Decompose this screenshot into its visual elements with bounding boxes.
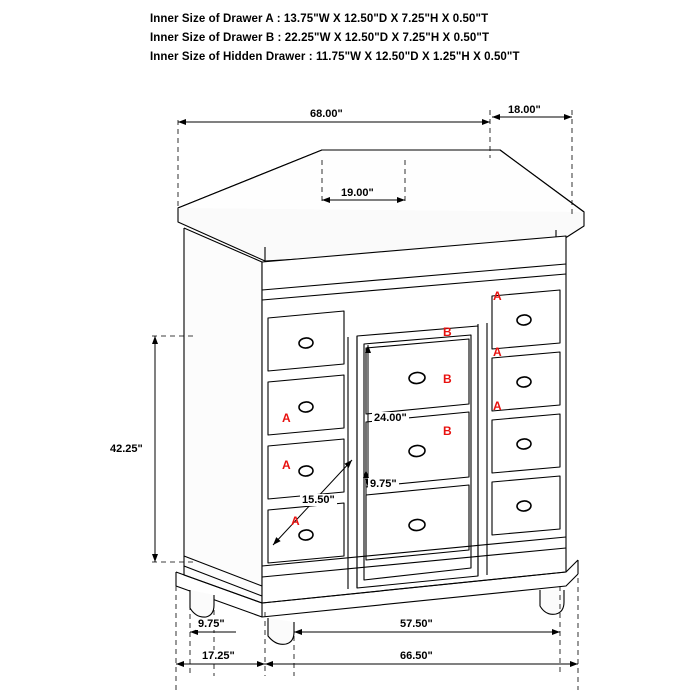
spec-line-drawer-a: Inner Size of Drawer A : 13.75"W X 12.50"D X 7.25"H X 0.50"T xyxy=(150,13,489,25)
dim-center-height: 24.00" xyxy=(374,412,407,424)
dim-left-height: 42.25" xyxy=(110,443,143,455)
spec-line-hidden-drawer: Inner Size of Hidden Drawer : 11.75"W X 12.50"D X 1.25"H X 0.50"T xyxy=(150,51,520,63)
drawer-label-right-3: A xyxy=(493,399,502,413)
drawer-label-left-2: A xyxy=(282,458,291,472)
drawer-label-left-3: A xyxy=(291,514,300,528)
dim-bottom-left: 9.75" xyxy=(198,618,225,630)
drawer-label-left-1: A xyxy=(282,411,291,425)
spec-line-drawer-b: Inner Size of Drawer B : 22.25"W X 12.50"D X 7.25"H X 0.50"T xyxy=(150,32,490,44)
dim-top-depth: 19.00" xyxy=(341,187,374,199)
drawer-label-center-1: B xyxy=(443,325,452,339)
drawer-label-right-1: A xyxy=(493,289,502,303)
dim-bottom-foot: 17.25" xyxy=(202,650,235,662)
dresser-body xyxy=(176,150,584,644)
dim-top-right: 18.00" xyxy=(508,104,541,116)
dim-bottom-total: 66.50" xyxy=(400,650,433,662)
dim-drawer-gap: 9.75" xyxy=(370,478,397,490)
dim-drawer-b-width: 15.50" xyxy=(302,494,335,506)
drawer-label-center-2: B xyxy=(443,372,452,386)
drawer-label-center-3: B xyxy=(443,424,452,438)
drawer-label-right-2: A xyxy=(493,345,502,359)
dim-top-width: 68.00" xyxy=(310,108,343,120)
dim-bottom-center: 57.50" xyxy=(400,618,433,630)
